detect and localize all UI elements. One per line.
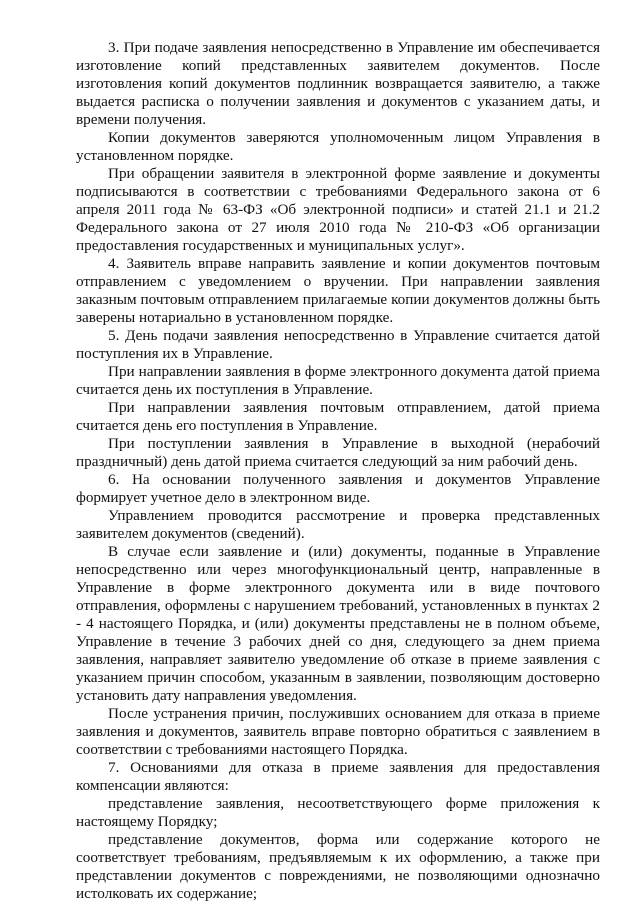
paragraph-copies-certification: Копии документов заверяются уполномоченным лицом Управления в установленном порядке. bbox=[76, 129, 600, 164]
paragraph-ground-form: представление заявления, несоответствующего форме приложения к настоящему Порядку; bbox=[76, 795, 600, 830]
paragraph-submission-copies: 3. При подаче заявления непосредственно в Управление им обеспечивается изготовление копий представленных заявителем документов. После изготовления копий документов подлинник возвращается заявителю, а также выдается расписка о получении заявления и документов с указанием даты, и времени получения. bbox=[76, 39, 600, 128]
paragraph-refusal-notice: В случае если заявление и (или) документы, поданные в Управление непосредственно или через многофункциональный центр, направленные в Управление в форме электронного документа или в виде почтового отправления, оформлены с нарушением требований, установленных в пунктах 2 - 4 настоящего Порядка, и (или) документы представлены не в полном объеме, Управление в течение 3 рабочих дней со дня, следующего за днем приема заявления, направляет заявителю уведомление об отказе в приеме заявления с указанием причин способом, указанным в заявлении, позволяющим достоверно установить дату направления уведомления. bbox=[76, 543, 600, 704]
paragraph-review: Управлением проводится рассмотрение и проверка представленных заявителем документов (сведений). bbox=[76, 507, 600, 542]
paragraph-refusal-grounds: 7. Основаниями для отказа в приеме заявления для предоставления компенсации являются: bbox=[76, 759, 600, 794]
paragraph-ground-documents: представление документов, форма или содержание которого не соответствует требованиям, предъявляемым к их оформлению, а также при представлении документов с повреждениями, не позволяющими однозначно истолковать их содержание; bbox=[76, 831, 600, 902]
paragraph-postal-submission: 4. Заявитель вправе направить заявление и копии документов почтовым отправлением с уведомлением о вручении. При направлении заявления заказным почтовым отправлением прилагаемые копии документов должны быть заверены нотариально в установленном порядке. bbox=[76, 255, 600, 326]
paragraph-electronic-date: При направлении заявления в форме электронного документа датой приема считается день их поступления в Управление. bbox=[76, 363, 600, 398]
paragraph-submission-date: 5. День подачи заявления непосредственно в Управление считается датой поступления их в Управление. bbox=[76, 327, 600, 362]
paragraph-electronic-signature: При обращении заявителя в электронной форме заявление и документы подписываются в соответствии с требованиями Федерального закона от 6 апреля 2011 года № 63-ФЗ «Об электронной подписи» и статей 21.1 и 21.2 Федерального закона от 27 июля 2010 года № 210-ФЗ «Об организации предоставления государственных и муниципальных услуг». bbox=[76, 165, 600, 254]
paragraph-resubmission: После устранения причин, послуживших основанием для отказа в приеме заявления и документов, заявитель вправе повторно обратиться с заявлением в соответствии с требованиями настоящего Порядка. bbox=[76, 705, 600, 758]
paragraph-postal-date: При направлении заявления почтовым отправлением, датой приема считается день его поступления в Управление. bbox=[76, 399, 600, 434]
paragraph-holiday-date: При поступлении заявления в Управление в выходной (нерабочий праздничный) день датой приема считается следующий за ним рабочий день. bbox=[76, 435, 600, 470]
document-page bbox=[76, 39, 600, 903]
paragraph-case-file: 6. На основании полученного заявления и документов Управление формирует учетное дело в электронном виде. bbox=[76, 471, 600, 506]
